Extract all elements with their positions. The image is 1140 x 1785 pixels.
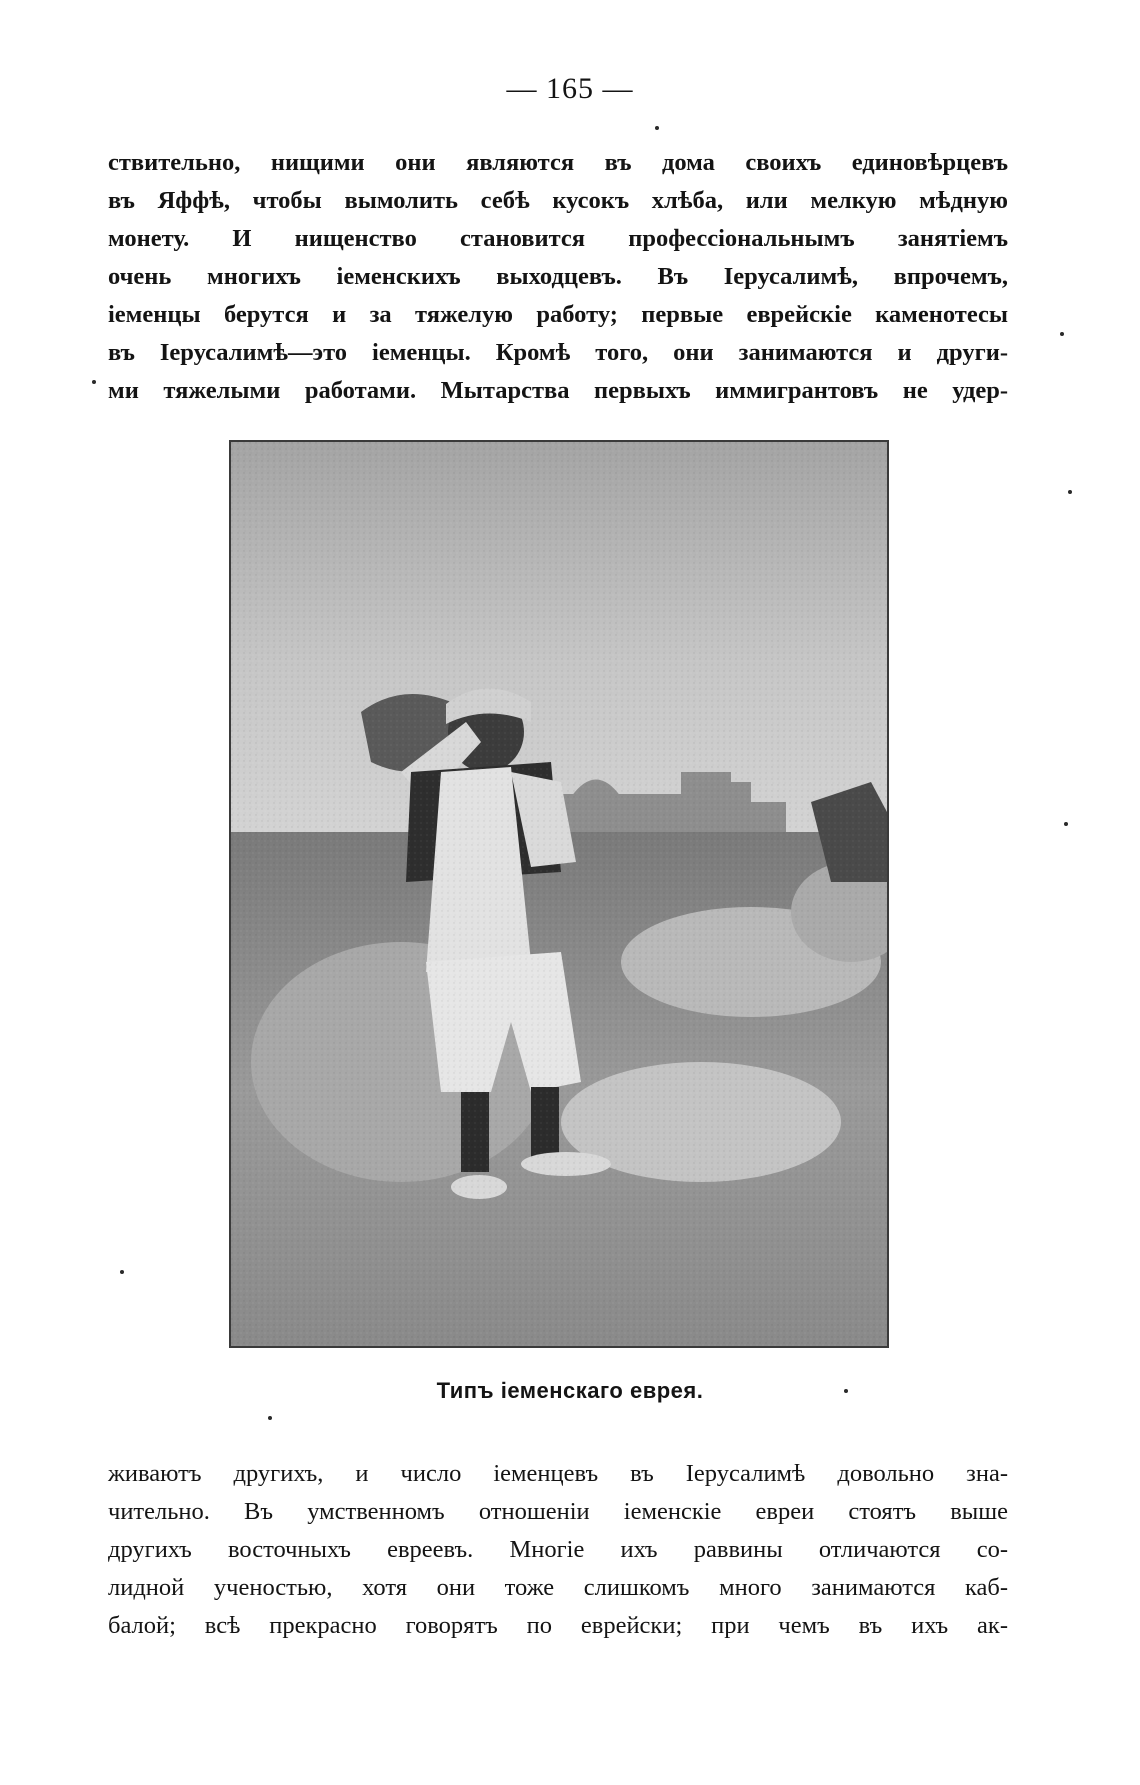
scan-speck <box>1064 822 1068 826</box>
scan-speck <box>844 1389 848 1393</box>
text-line: монету. И нищенство становится професcіональнымъ занятіемъ <box>108 225 1008 252</box>
text-line: ствительно, нищими они являются въ дома своихъ единовѣрцевъ <box>108 149 1008 176</box>
photograph-illustration <box>231 442 887 1346</box>
text-line: въ Іерусалимѣ—это іеменцы. Кромѣ того, они занимаются и други- <box>108 339 1008 366</box>
scan-speck <box>92 380 96 384</box>
scan-speck <box>268 1416 272 1420</box>
scan-speck <box>1060 332 1064 336</box>
scan-speck <box>1068 490 1072 494</box>
text-line: въ Яффѣ, чтобы вымолить себѣ кусокъ хлѣба, или мелкую мѣдную <box>108 187 1008 214</box>
body-text-top <box>108 144 1008 410</box>
text-line: ми тяжелыми работами. Мытарства первыхъ иммигрантовъ не удер- <box>108 377 1008 404</box>
scan-speck <box>655 126 659 130</box>
text-line: живаютъ другихъ, и число іеменцевъ въ Іерусалимѣ довольно зна- <box>108 1460 1008 1487</box>
scan-speck <box>120 1270 124 1274</box>
text-line: очень многихъ іеменскихъ выходцевъ. Въ Іерусалимѣ, впрочемъ, <box>108 263 1008 290</box>
figure-caption: Типъ іеменскаго еврея. <box>436 1378 704 1403</box>
text-line: іеменцы берутся и за тяжелую работу; первые еврейскіе каменотесы <box>108 301 1008 328</box>
body-text-bottom <box>108 1455 1008 1645</box>
text-line: лидной ученостью, хотя они тоже слишкомъ много занимаются каб- <box>108 1574 1008 1601</box>
page-number: — 165 — <box>506 72 634 105</box>
text-line: балой; всѣ прекрасно говорятъ по еврейски; при чемъ въ ихъ ак- <box>108 1612 1008 1639</box>
text-line: чительно. Въ умственномъ отношеніи іеменскіе евреи стоятъ выше <box>108 1498 1008 1525</box>
text-line: другихъ восточныхъ евреевъ. Многіе ихъ раввины отличаются со- <box>108 1536 1008 1563</box>
figure-photograph <box>229 440 889 1348</box>
